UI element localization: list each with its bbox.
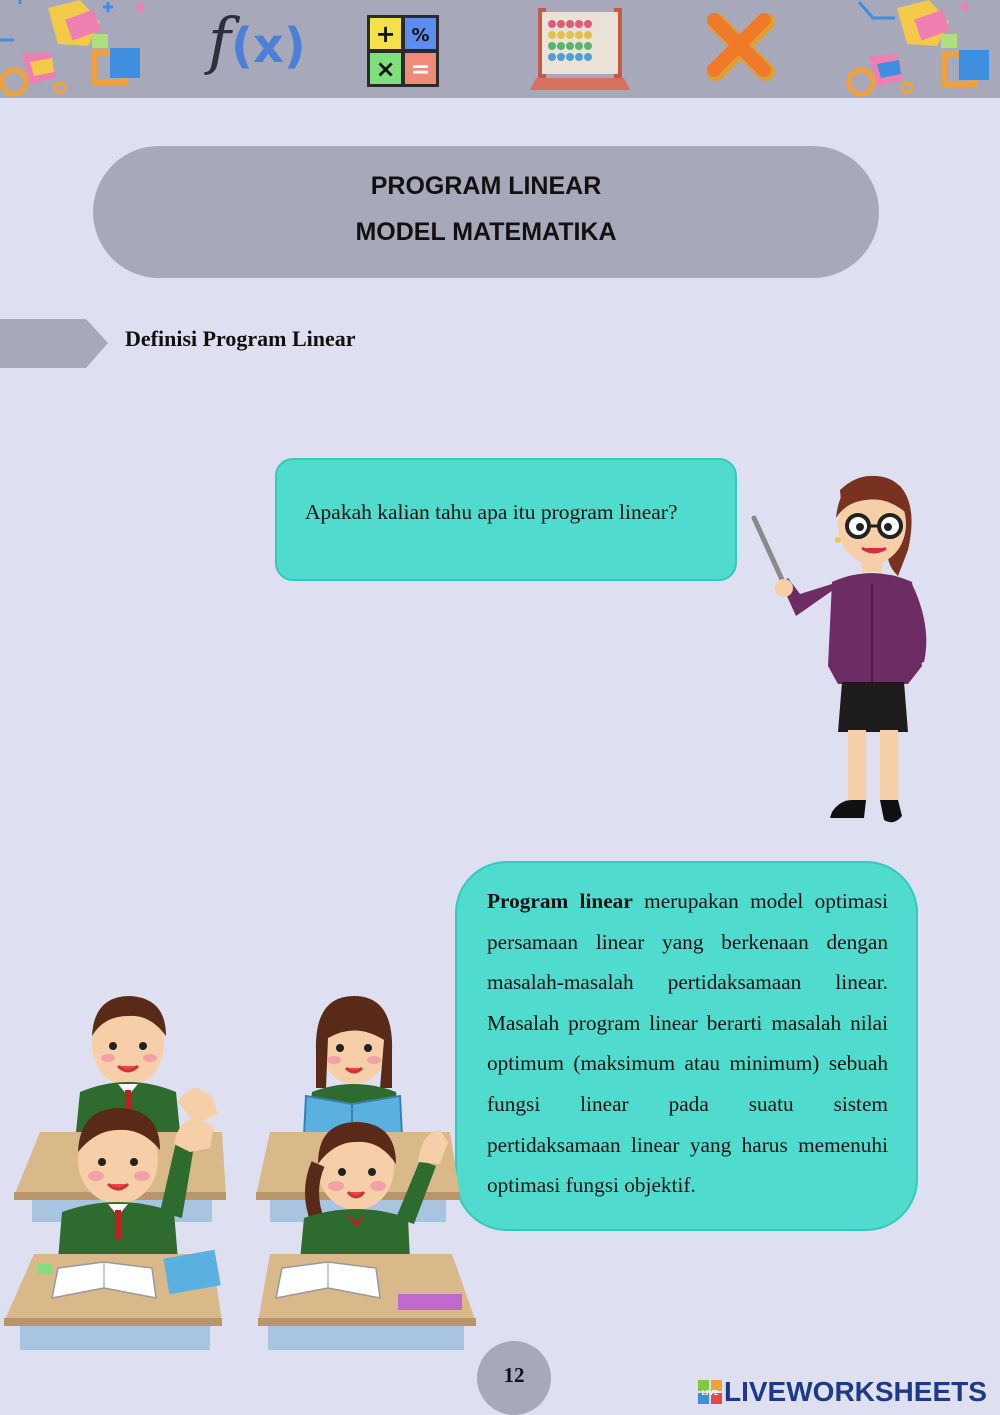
- liveworksheets-brand[interactable]: LIVEWORKSHEETS: [724, 1376, 987, 1407]
- page-number-badge: [477, 1341, 551, 1415]
- teacher-illustration: [748, 466, 948, 836]
- section-heading: Definisi Program Linear: [125, 326, 356, 351]
- logo-letters: LIVE: [701, 1389, 719, 1397]
- page-title: [93, 146, 879, 278]
- header-banner: [0, 0, 1000, 98]
- definition-term: Program linear: [487, 889, 633, 913]
- shapes-right-icon: [845, 0, 1000, 98]
- section-arrow-tag: [0, 318, 110, 370]
- abacus-icon: [528, 4, 632, 96]
- teacher-speech-bubble: [275, 458, 737, 581]
- calc-percent-symbol: %: [411, 25, 430, 46]
- definition-bubble: [455, 861, 918, 1231]
- calc-equals-symbol: =: [410, 55, 431, 83]
- multiply-x-icon: [706, 12, 776, 82]
- function-fx-icon: f(x): [208, 4, 306, 77]
- calc-times-symbol: ×: [375, 55, 396, 83]
- calc-plus-symbol: +: [375, 20, 396, 48]
- definition-body: merupakan model optimasi persamaan linear yang berkenaan dengan masalah-masalah pertidaksamaan linear. Masalah program linear berarti masalah nilai optimum (maksimum atau minimum) sebuah fungsi linear pada suatu sistem pertidaksamaan linear yang harus memenuhi optimasi fungsi objektif.: [487, 889, 888, 1198]
- page-number: 12: [503, 1363, 525, 1387]
- title-line-2: MODEL MATEMATIKA: [355, 218, 617, 246]
- liveworksheets-logo-icon: [698, 1380, 722, 1404]
- shapes-left-icon: [0, 0, 160, 98]
- definition-text: [487, 881, 888, 1206]
- calculator-icon: [366, 14, 440, 88]
- teacher-question: Apakah kalian tahu apa itu program linear?: [305, 500, 678, 524]
- title-line-1: PROGRAM LINEAR: [370, 172, 602, 200]
- students-illustration: [0, 992, 480, 1352]
